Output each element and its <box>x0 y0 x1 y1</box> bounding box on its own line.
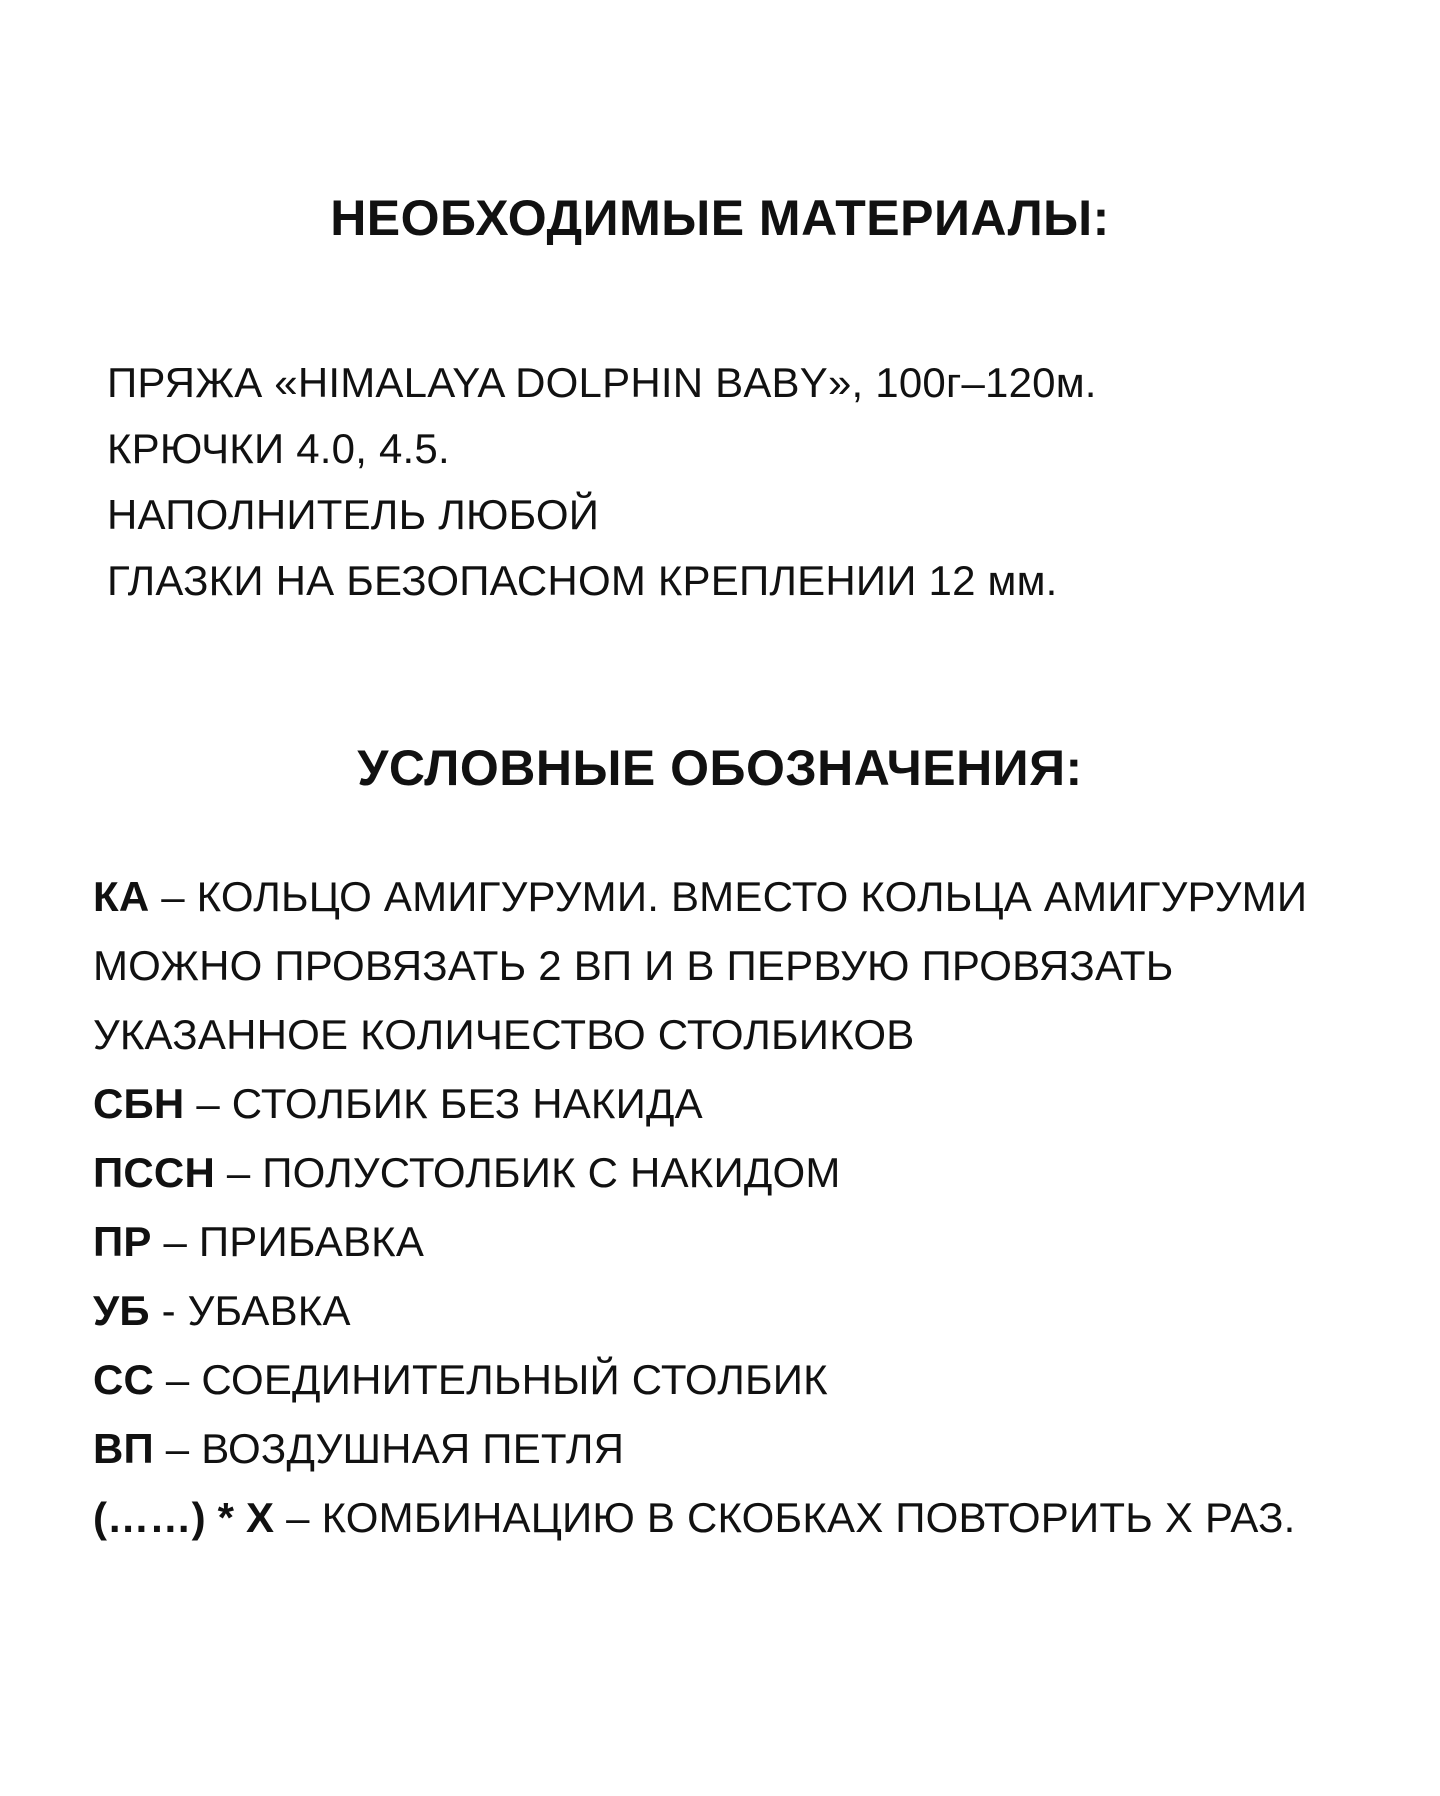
legend-text: УКАЗАННОЕ КОЛИЧЕСТВО СТОЛБИКОВ <box>93 1011 915 1058</box>
material-item: ГЛАЗКИ НА БЕЗОПАСНОМ КРЕПЛЕНИИ 12 мм. <box>107 557 1058 604</box>
legend-separator: – <box>274 1494 322 1541</box>
materials-heading: НЕОБХОДИМЫЕ МАТЕРИАЛЫ: <box>330 190 1110 246</box>
legend-text: УБАВКА <box>187 1287 351 1334</box>
legend-item-pr <box>93 1207 1413 1276</box>
legend-text: КОЛЬЦО АМИГУРУМИ. ВМЕСТО КОЛЬЦА АМИГУРУМИ <box>196 873 1308 920</box>
legend-abbr: ВП <box>93 1425 154 1472</box>
legend-separator: – <box>214 1149 263 1196</box>
legend-separator: – <box>184 1080 232 1127</box>
legend-abbr: СБН <box>93 1080 185 1127</box>
legend-separator: - <box>149 1287 188 1334</box>
legend-abbr: СС <box>93 1356 155 1403</box>
legend-text: ВОЗДУШНАЯ ПЕТЛЯ <box>201 1425 625 1472</box>
material-item: КРЮЧКИ 4.0, 4.5. <box>107 425 450 472</box>
legend-separator: – <box>153 1425 202 1472</box>
legend-abbr: ПР <box>93 1218 152 1265</box>
legend-separator: – <box>149 873 197 920</box>
legend-text: ПРИБАВКА <box>198 1218 425 1265</box>
legend-line <box>93 1207 1413 1276</box>
legend-item-vp <box>93 1414 1413 1483</box>
material-item: НАПОЛНИТЕЛЬ ЛЮБОЙ <box>107 491 600 538</box>
legend-text: СОЕДИНИТЕЛЬНЫЙ СТОЛБИК <box>201 1356 828 1403</box>
legend-abbr: (……) * X <box>93 1494 275 1541</box>
legend-separator: – <box>151 1218 199 1265</box>
legend-line <box>93 1276 1413 1345</box>
legend-line <box>93 1414 1413 1483</box>
legend-list <box>93 862 1413 1552</box>
legend-line <box>93 1069 1413 1138</box>
legend-line <box>93 1138 1413 1207</box>
legend-text: МОЖНО ПРОВЯЗАТЬ 2 ВП И В ПЕРВУЮ ПРОВЯЗАТЬ <box>93 942 1174 989</box>
legend-line <box>93 1345 1413 1414</box>
legend-line <box>93 862 1413 931</box>
legend-item-sbn <box>93 1069 1413 1138</box>
legend-item-pssn <box>93 1138 1413 1207</box>
legend-abbr: УБ <box>93 1287 150 1334</box>
material-item: ПРЯЖА «HIMALAYA DOLPHIN BABY», 100г–120м. <box>107 359 1097 406</box>
legend-separator: – <box>154 1356 202 1403</box>
legend-item-ss <box>93 1345 1413 1414</box>
legend-abbr: КА <box>93 873 150 920</box>
legend-text: ПОЛУСТОЛБИК С НАКИДОМ <box>262 1149 841 1196</box>
legend-item-repeat <box>93 1483 1413 1552</box>
legend-text: СТОЛБИК БЕЗ НАКИДА <box>231 1080 703 1127</box>
legend-item-ka <box>93 862 1413 1069</box>
legend-item-ub <box>93 1276 1413 1345</box>
materials-list <box>107 350 1097 614</box>
legend-text: КОМБИНАЦИЮ В СКОБКАХ ПОВТОРИТЬ X РАЗ. <box>321 1494 1296 1541</box>
legend-heading: УСЛОВНЫЕ ОБОЗНАЧЕНИЯ: <box>357 740 1083 796</box>
legend-abbr: ПССН <box>93 1149 215 1196</box>
legend-line <box>93 1483 1413 1552</box>
